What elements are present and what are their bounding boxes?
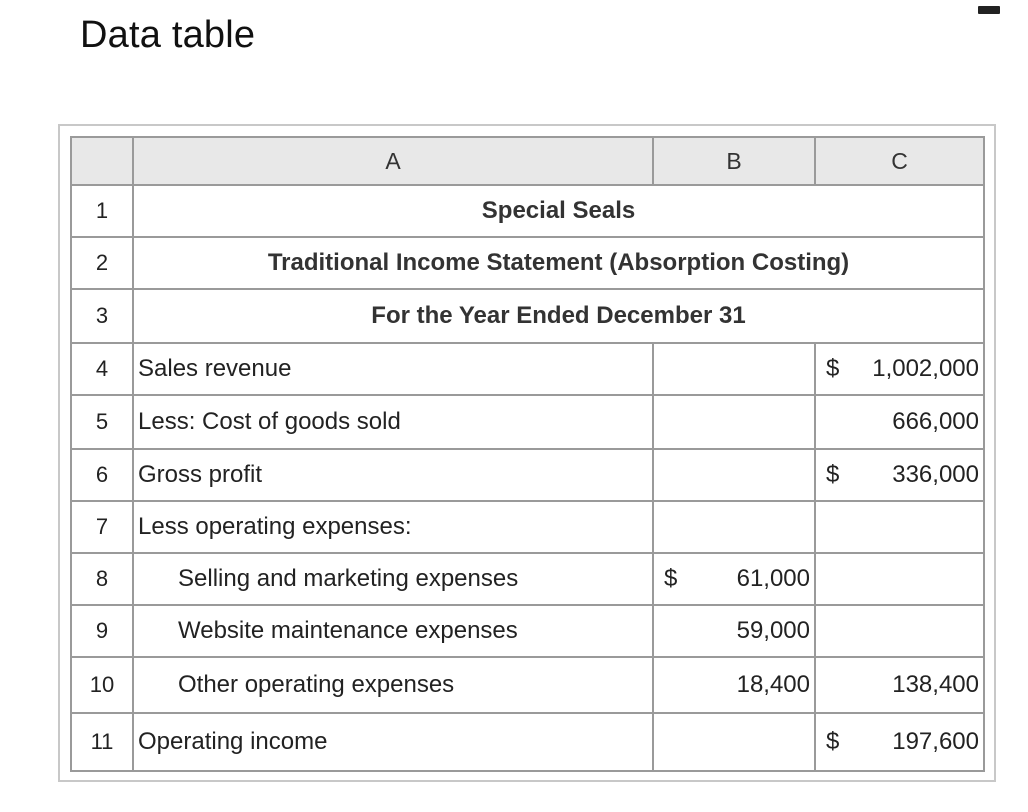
page-title: Data table	[80, 14, 256, 56]
column-b-cell	[653, 395, 815, 449]
column-c-cell	[815, 657, 984, 713]
row-number: 3	[71, 289, 133, 343]
company-name: Special Seals	[133, 185, 984, 237]
row-number: 4	[71, 343, 133, 395]
line-item-label: Less: Cost of goods sold	[133, 395, 653, 449]
minimize-icon[interactable]	[978, 6, 1000, 14]
statement-period: For the Year Ended December 31	[133, 289, 984, 343]
dollar-sign: $	[826, 355, 840, 382]
column-b-cell	[653, 605, 815, 657]
column-header-row	[71, 137, 984, 185]
column-b-cell	[653, 449, 815, 501]
column-c-cell	[815, 395, 984, 449]
column-header-c: C	[815, 137, 984, 185]
row-number: 7	[71, 501, 133, 553]
column-b-cell	[653, 657, 815, 713]
column-c-cell	[815, 343, 984, 395]
table-row	[71, 449, 984, 501]
spreadsheet-table	[70, 136, 985, 772]
dollar-sign: $	[826, 728, 840, 755]
row-number: 1	[71, 185, 133, 237]
table-row	[71, 237, 984, 289]
header-corner-cell	[71, 137, 133, 185]
line-item-label: Website maintenance expenses	[133, 605, 653, 657]
column-b-cell	[653, 553, 815, 605]
line-item-label: Selling and marketing expenses	[133, 553, 653, 605]
line-item-label: Operating income	[133, 713, 653, 771]
column-c-cell	[815, 501, 984, 553]
dollar-sign: $	[664, 565, 678, 592]
column-c-cell	[815, 449, 984, 501]
row-number: 9	[71, 605, 133, 657]
statement-title: Traditional Income Statement (Absorption Costing)	[133, 237, 984, 289]
column-c-cell	[815, 713, 984, 771]
table-row	[71, 343, 984, 395]
amount: 197,600	[892, 728, 979, 755]
amount: 1,002,000	[872, 355, 979, 382]
row-number: 2	[71, 237, 133, 289]
row-number: 8	[71, 553, 133, 605]
dollar-sign: $	[826, 461, 840, 488]
line-item-label: Less operating expenses:	[133, 501, 653, 553]
row-number: 6	[71, 449, 133, 501]
table-row	[71, 289, 984, 343]
table-row	[71, 185, 984, 237]
table-row	[71, 713, 984, 771]
line-item-label: Other operating expenses	[133, 657, 653, 713]
table-row	[71, 553, 984, 605]
table-row	[71, 395, 984, 449]
line-item-label: Gross profit	[133, 449, 653, 501]
amount: 666,000	[892, 408, 979, 435]
row-number: 11	[71, 713, 133, 771]
column-header-a: A	[133, 137, 653, 185]
table-row	[71, 501, 984, 553]
column-b-cell	[653, 713, 815, 771]
amount: 138,400	[892, 671, 979, 698]
column-header-b: B	[653, 137, 815, 185]
column-c-cell	[815, 605, 984, 657]
amount: 59,000	[736, 617, 810, 644]
line-item-label: Sales revenue	[133, 343, 653, 395]
row-number: 10	[71, 657, 133, 713]
amount: 18,400	[736, 671, 810, 698]
table-row	[71, 605, 984, 657]
amount: 61,000	[736, 565, 810, 592]
column-b-cell	[653, 343, 815, 395]
row-number: 5	[71, 395, 133, 449]
amount: 336,000	[892, 461, 979, 488]
column-b-cell	[653, 501, 815, 553]
table-row	[71, 657, 984, 713]
column-c-cell	[815, 553, 984, 605]
